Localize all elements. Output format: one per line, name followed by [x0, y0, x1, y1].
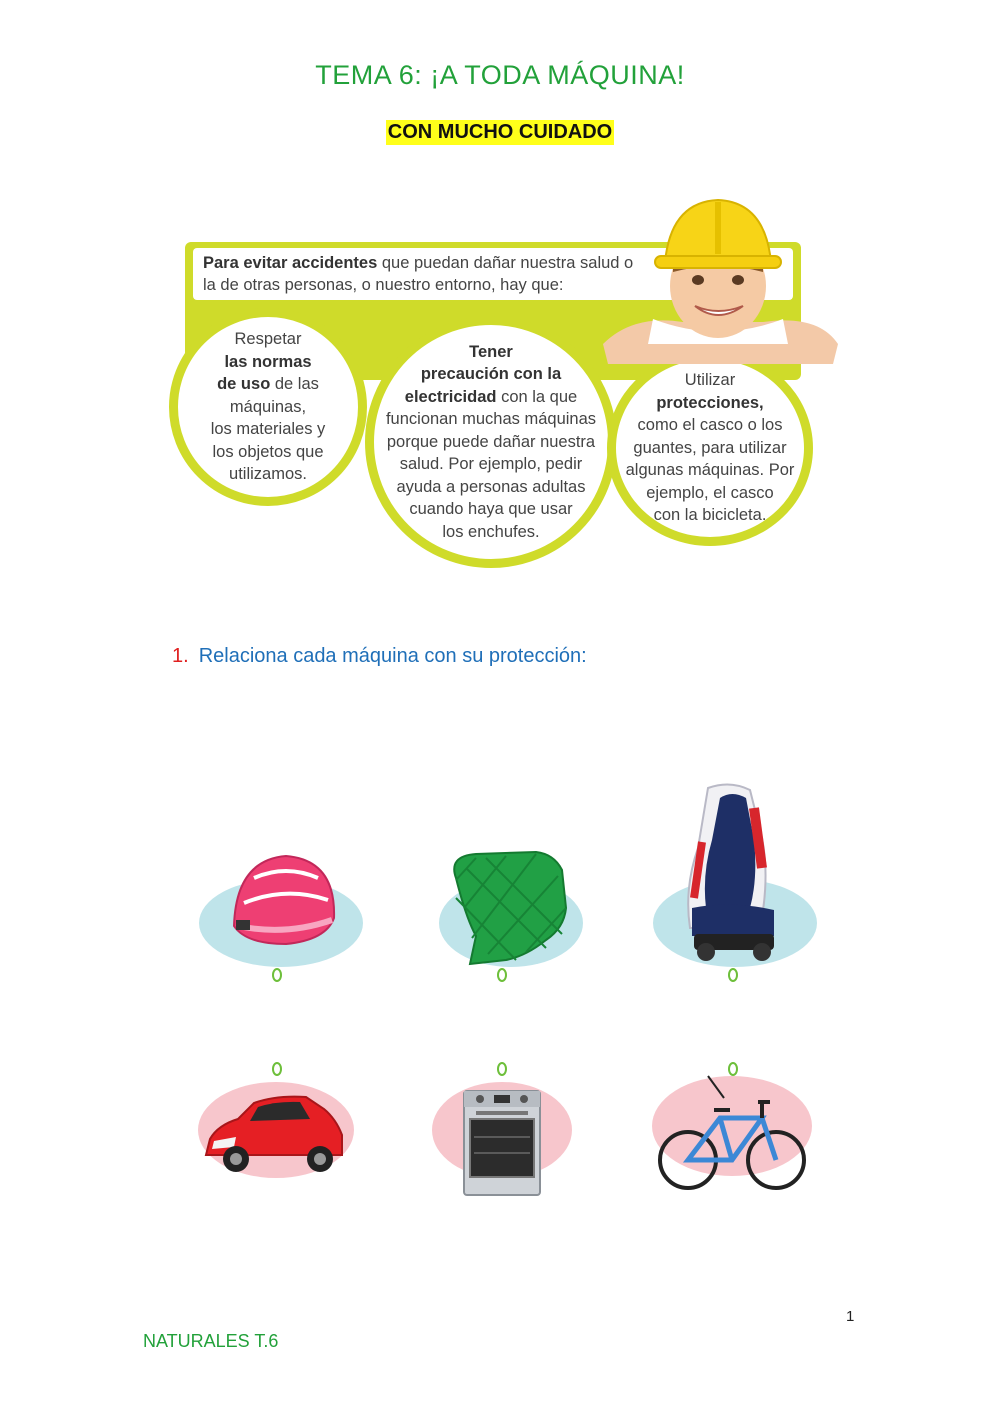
child-car-seat-icon — [650, 778, 820, 968]
question-number: 1. — [172, 645, 189, 667]
protection-oven-mitt[interactable] — [426, 848, 596, 968]
oven-icon — [430, 1075, 575, 1200]
helmet-icon — [196, 848, 366, 968]
circle-norms: Respetar las normas de uso de las máquinas, los materiales y los objetos que utilizamos. — [169, 308, 367, 506]
footer-label: NATURALES T.6 — [143, 1331, 279, 1351]
page-number: 1 — [846, 1308, 855, 1325]
protection-car-seat[interactable] — [650, 778, 820, 898]
infographic-intro: Para evitar accidentes que puedan dañar nuestra salud o la de otras personas, o nuestro entorno, hay que: — [193, 248, 793, 300]
protection-helmet[interactable] — [196, 848, 366, 968]
bicycle-icon — [650, 1068, 815, 1203]
connector-dot-oven-mitt[interactable] — [497, 968, 507, 982]
section-subtitle: CON MUCHO CUIDADO — [387, 121, 613, 143]
connector-dot-car[interactable] — [272, 1062, 282, 1076]
circle-protections: Utilizar protecciones, como el casco o los guantes, para utilizar algunas máquinas. Por ejemplo, el casco con la bicicleta. — [607, 350, 813, 546]
machine-car[interactable] — [196, 1075, 366, 1195]
machine-oven[interactable] — [430, 1075, 600, 1195]
child-hardhat-illustration — [593, 194, 843, 374]
page-title: TEMA 6: ¡A TODA MÁQUINA! — [315, 60, 685, 90]
connector-dot-car-seat[interactable] — [728, 968, 738, 982]
oven-mitt-icon — [426, 848, 596, 968]
connector-dot-oven[interactable] — [497, 1062, 507, 1076]
circle-electricity: Tener precaución con la electricidad con la que funcionan muchas máquinas porque puede dañar nuestra salud. Por ejemplo, pedir ayuda a personas adultas cuando haya que usar los enchufes. — [365, 316, 617, 568]
car-icon — [196, 1075, 356, 1195]
safety-infographic — [165, 190, 845, 570]
machine-bicycle[interactable] — [650, 1068, 820, 1188]
question-text: Relaciona cada máquina con su protección: — [198, 645, 587, 667]
exercise-question — [172, 645, 587, 668]
connector-dot-helmet[interactable] — [272, 968, 282, 982]
